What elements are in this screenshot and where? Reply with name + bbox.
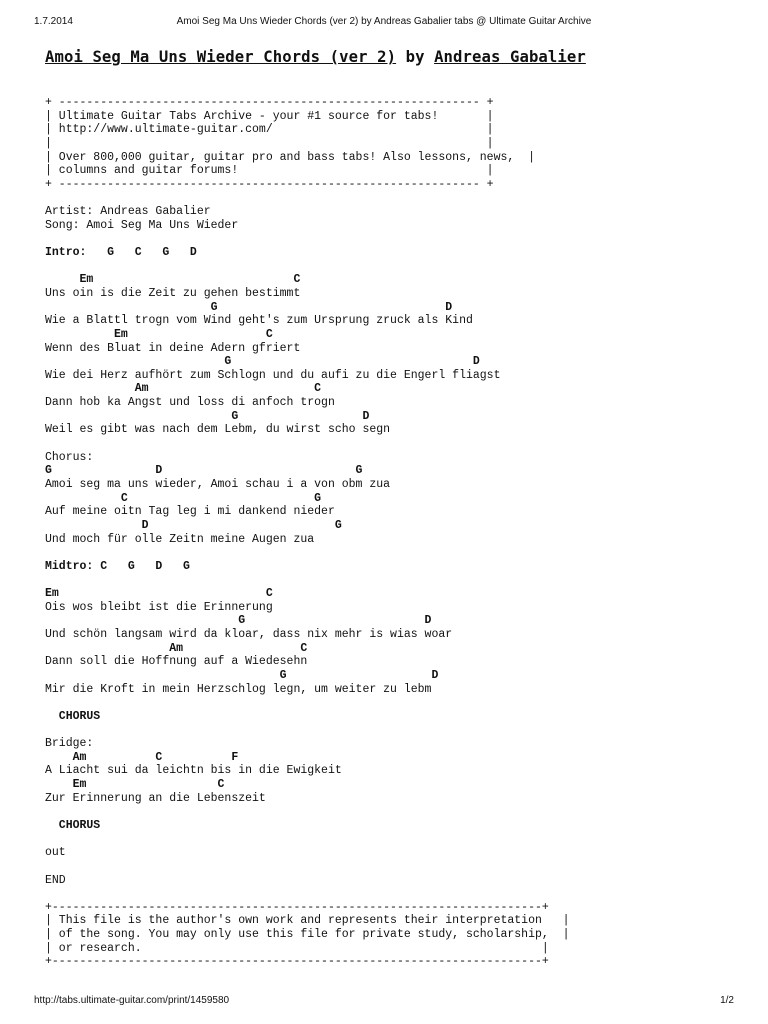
chord-line: G D: [45, 614, 432, 628]
tab-line: [45, 696, 570, 710]
tab-line: Auf meine oitn Tag leg i mi dankend nieder: [45, 505, 335, 519]
tab-line: Und moch für olle Zeitn meine Augen zua: [45, 532, 315, 546]
tab-line: [45, 860, 570, 874]
tab-line: Song: Amoi Seg Ma Uns Wieder: [45, 218, 239, 232]
tab-line: | Over 800,000 guitar, guitar pro and bass tabs! Also lessons, news, |: [45, 150, 535, 164]
chord-line: Em C: [45, 587, 273, 601]
print-date: 1.7.2014: [34, 16, 73, 27]
tab-line: | of the song. You may only use this file for private study, scholarship, |: [45, 928, 570, 942]
tab-content: [45, 96, 570, 969]
tab-line: Artist: Andreas Gabalier: [45, 205, 211, 219]
artist-link[interactable]: Andreas Gabalier: [434, 48, 586, 66]
tab-line: +-----------------------------------------------------------------------+: [45, 900, 549, 914]
chord-line: C G: [45, 491, 322, 505]
tab-line: [45, 546, 570, 560]
tab-line: Wie a Blattl trogn vom Wind geht's zum Ursprung zruck als Kind: [45, 314, 473, 328]
tab-line: Wie dei Herz aufhört zum Schlogn und du aufi zu die Engerl fliagst: [45, 368, 501, 382]
chord-line: G D: [45, 409, 370, 423]
tab-line: Und schön langsam wird da kloar, dass nix mehr is wias woar: [45, 627, 453, 641]
tab-line: Zur Erinnerung an die Lebenszeit: [45, 791, 266, 805]
chord-line: G D: [45, 300, 453, 314]
tab-line: + ------------------------------------------------------------- +: [45, 177, 494, 191]
tab-line: [45, 833, 570, 847]
tab-line: Dann soll die Hoffnung auf a Wiedesehn: [45, 655, 308, 669]
chord-line: Em C: [45, 778, 225, 792]
tab-line: +-----------------------------------------------------------------------+: [45, 955, 549, 969]
tab-line: [45, 887, 570, 901]
tab-line: Ois wos bleibt ist die Erinnerung: [45, 600, 273, 614]
chord-line: Am C: [45, 641, 308, 655]
print-url: http://tabs.ultimate-guitar.com/print/1459580: [34, 995, 230, 1006]
chord-line: G D G: [45, 464, 363, 478]
chord-line: D G: [45, 518, 342, 532]
chord-line: Midtro: C G D G: [45, 559, 190, 573]
tab-line: Wenn des Bluat in deine Adern gfriert: [45, 341, 301, 355]
chord-line: Am C: [45, 382, 322, 396]
tab-line: [45, 723, 570, 737]
chord-line: Intro: G C G D: [45, 246, 197, 260]
tab-line: | or research. |: [45, 941, 549, 955]
chord-line: Em C: [45, 273, 301, 287]
tab-line: Uns oin is die Zeit zu gehen bestimmt: [45, 286, 301, 300]
tab-line: | http://www.ultimate-guitar.com/ |: [45, 123, 494, 137]
tab-line: Weil es gibt was nach dem Lebm, du wirst scho segn: [45, 423, 391, 437]
page-title: [45, 48, 586, 66]
print-header: [0, 16, 768, 30]
tab-line: | This file is the author's own work and represents their interpretation |: [45, 914, 570, 928]
tab-line: | columns and guitar forums! |: [45, 164, 494, 178]
tab-line: + ------------------------------------------------------------- +: [45, 96, 494, 109]
page-number: 1/2: [720, 995, 734, 1006]
tab-line: [45, 437, 570, 451]
by-label: by: [405, 48, 425, 66]
tab-line: Mir die Kroft in mein Herzschlog legn, um weiter zu lebm: [45, 682, 432, 696]
tab-line: Dann hob ka Angst und loss di anfoch trogn: [45, 396, 335, 410]
tab-line: [45, 232, 570, 246]
tab-line: Bridge:: [45, 737, 94, 751]
print-title: Amoi Seg Ma Uns Wieder Chords (ver 2) by Andreas Gabalier tabs @ Ultimate Guitar Archive: [176, 16, 592, 27]
tab-line: | |: [45, 136, 494, 150]
tab-line: [45, 805, 570, 819]
chord-line: Em C: [45, 327, 273, 341]
tab-line: Amoi seg ma uns wieder, Amoi schau i a von obm zua: [45, 477, 391, 491]
chord-line: CHORUS: [45, 818, 101, 832]
tab-line: [45, 260, 570, 274]
chord-line: G D: [45, 668, 439, 682]
print-footer: [0, 995, 768, 1009]
tab-line: [45, 573, 570, 587]
tab-line: | Ultimate Guitar Tabs Archive - your #1 source for tabs! |: [45, 109, 494, 123]
tab-line: Chorus:: [45, 450, 94, 464]
chord-line: CHORUS: [45, 709, 101, 723]
tab-line: END: [45, 873, 66, 887]
tab-line: A Liacht sui da leichtn bis in die Ewigkeit: [45, 764, 342, 778]
tab-line: out: [45, 846, 66, 860]
tab-line: [45, 191, 570, 205]
chord-line: G D: [45, 355, 480, 369]
chord-line: Am C F: [45, 750, 239, 764]
song-title-link[interactable]: Amoi Seg Ma Uns Wieder Chords (ver 2): [45, 48, 397, 66]
